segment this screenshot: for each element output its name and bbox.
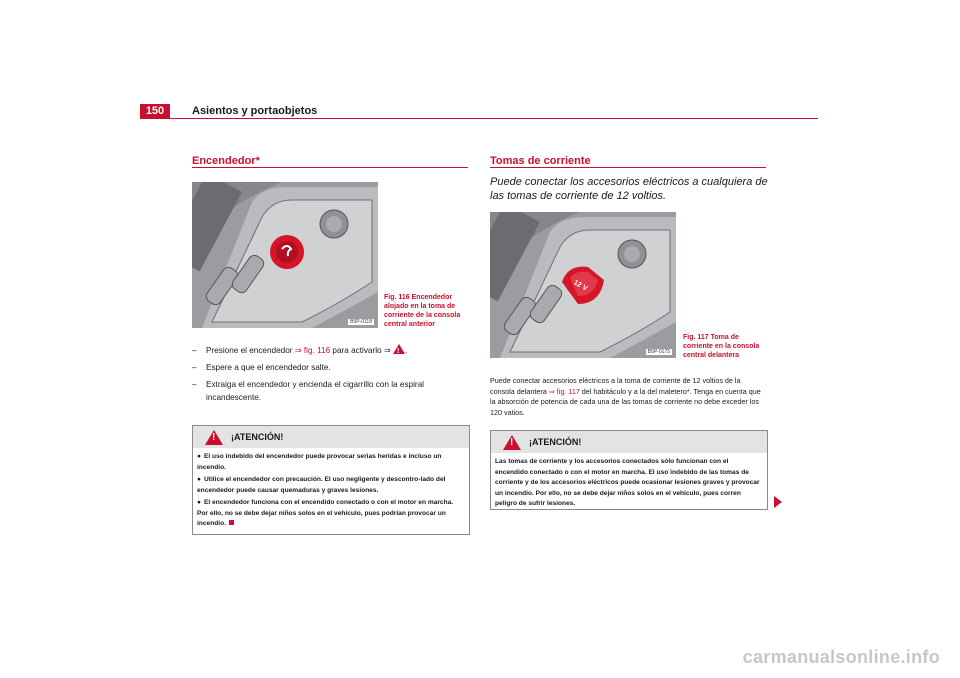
socket-illustration bbox=[490, 212, 676, 358]
warning-body bbox=[193, 448, 469, 535]
figure-code: B5P-0175 bbox=[647, 349, 670, 355]
lighter-illustration bbox=[192, 182, 378, 328]
section-rule bbox=[192, 167, 468, 168]
warning-title: ¡ATENCIÓN! bbox=[231, 432, 284, 442]
figure-code: B5P-0118 bbox=[350, 319, 372, 325]
list-item: – Espere a que el encendedor salte. bbox=[192, 363, 331, 372]
fig-117-link[interactable]: ⇒ fig. 117 bbox=[548, 386, 580, 396]
socket-cap-label: 12 V bbox=[572, 279, 589, 293]
steps-list bbox=[192, 344, 468, 408]
section-heading-tomas: Tomas de corriente bbox=[490, 155, 591, 167]
figure-117-caption: Fig. 117 Toma de corriente en la consola central delantera bbox=[683, 334, 760, 359]
warning-icon bbox=[503, 435, 521, 450]
section-heading-encendedor: Encendedor* bbox=[192, 155, 260, 167]
warning-item: ● El uso indebido del encendedor puede provocar serias heridas e incluso un incendio. bbox=[197, 453, 442, 471]
figure-116-caption: Fig. 116 Encendedor alojado en la toma de corriente de la consola central anterior bbox=[384, 294, 461, 328]
list-item: – Extraiga el encendedor y encienda el cigarrillo con la espiral incandescente. bbox=[192, 380, 425, 402]
figure-117-socket bbox=[490, 212, 676, 358]
header-rule bbox=[140, 118, 818, 119]
watermark: carmanualsonline.info bbox=[742, 647, 940, 667]
warning-item: ● El encendedor funciona con el encendido conectado o con el motor en marcha. Por ello, no se debe dejar niños solos en el vehículo, pues podrían provocar un incendio. bbox=[197, 499, 454, 527]
warning-title: ¡ATENCIÓN! bbox=[529, 437, 582, 447]
warning-icon bbox=[205, 430, 223, 445]
warning-header bbox=[491, 431, 767, 453]
continue-arrow-icon bbox=[774, 496, 782, 508]
list-item: – Presione el encendedor ⇒ fig. 116 para activarlo ⇒ !. bbox=[192, 344, 468, 357]
end-of-section-marker bbox=[229, 520, 234, 525]
page-title: Asientos y portaobjetos bbox=[192, 105, 318, 117]
warning-box-sockets bbox=[490, 430, 768, 510]
page-number: 150 bbox=[140, 104, 170, 118]
section-paragraph: Puede conectar accesorios eléctricos a la toma de corriente de 12 voltios de la consola delantera ⇒ fig. 117 del habitáculo y a la del maletero*. Tenga en cuenta que la absorción de potencia de cada una de las tomas de corriente no debe exceder los 120 vatios. bbox=[490, 376, 761, 417]
warning-body: Las tomas de corriente y los accesorios conectados sólo funcionan con el encendido conectado o con el motor en marcha. El uso indebido de las tomas de corriente y de los accesorios eléctricos puede ocasionar lesiones graves y provocar un incendio. Por ello, no se debe dejar niños solos en el vehículo, pues corren peligro de sufrir lesiones. bbox=[495, 458, 760, 507]
warning-item: ● Utilice el encendedor con precaución. El uso negligente y descontro-lado del encendedor puede causar quemaduras y graves lesiones. bbox=[197, 476, 446, 494]
warning-header bbox=[193, 426, 469, 448]
section-rule bbox=[490, 167, 766, 168]
figure-116-lighter bbox=[192, 182, 378, 328]
fig-116-link[interactable]: ⇒ fig. 116 bbox=[294, 346, 331, 355]
warning-icon[interactable] bbox=[393, 344, 405, 354]
section-intro: Puede conectar los accesorios eléctricos a cualquiera de las tomas de corriente de 12 voltios. bbox=[490, 176, 768, 202]
warning-box-lighter bbox=[192, 425, 470, 535]
